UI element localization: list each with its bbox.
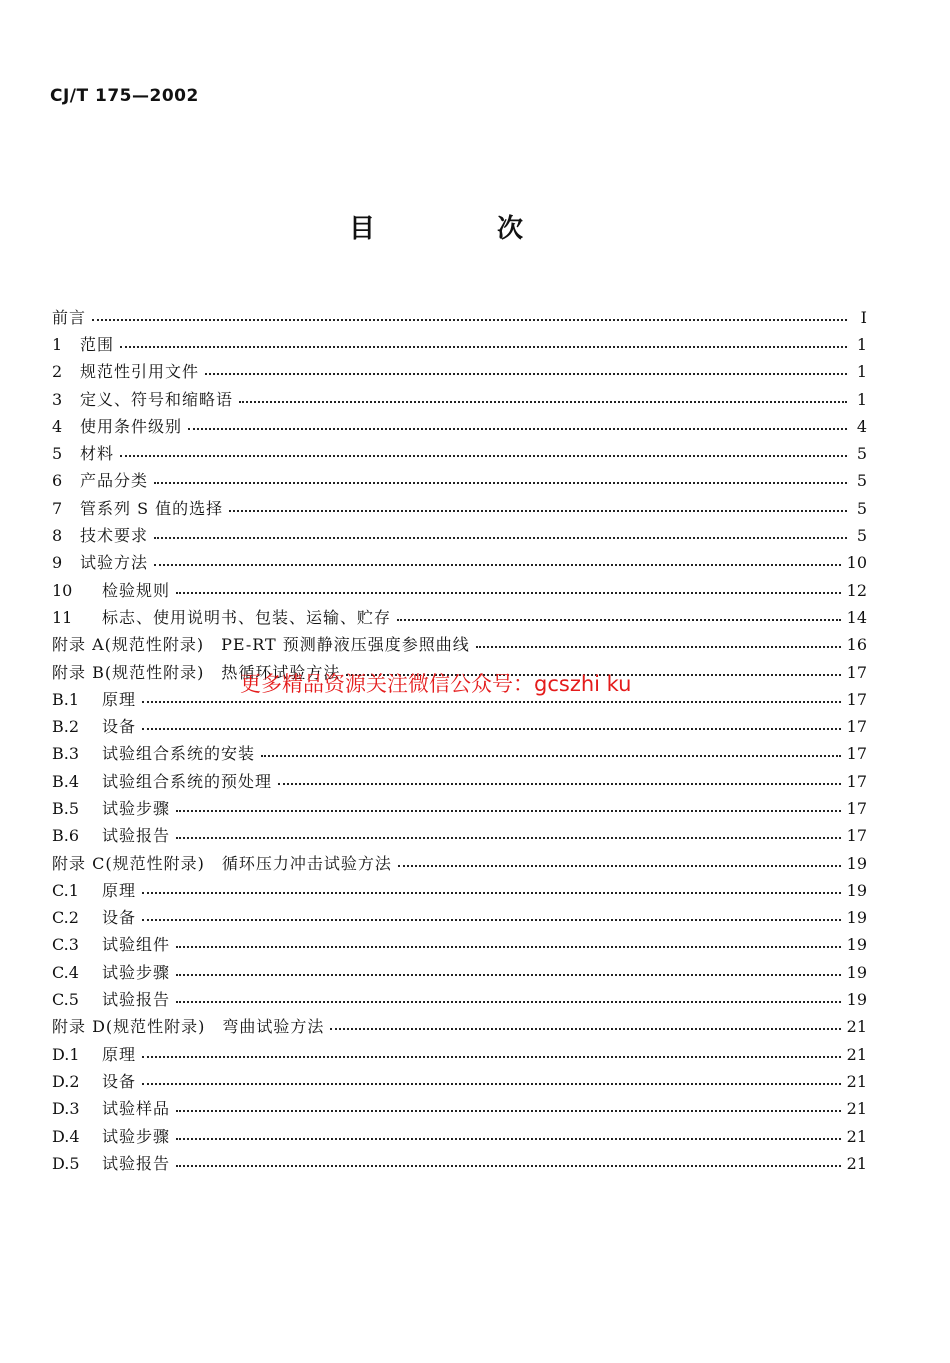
toc-entry[interactable] [52,577,867,604]
dot-leader [205,373,847,375]
toc-entry-label: 试验组合系统的预处理 [102,771,273,791]
toc-entry-number: B.6 [52,826,80,846]
watermark-text: 更多精品资源关注微信公众号：gcszhi ku [240,672,632,696]
toc-entry[interactable] [52,359,867,386]
toc-entry[interactable] [52,604,867,631]
toc-entry-page: 12 [846,580,867,600]
toc-entry-number: B.3 [52,744,80,764]
dot-leader [120,346,847,348]
toc-entry-label: 前言 [52,307,87,327]
toc-entry[interactable] [52,741,867,768]
toc-entry-page: 19 [846,935,867,955]
toc-entry-label: 管系列 S 值的选择 [80,498,224,518]
dot-leader [176,837,841,839]
toc-entry[interactable] [52,713,867,740]
toc-entry[interactable] [52,1068,867,1095]
toc-entry-label: 使用条件级别 [80,416,183,436]
dot-leader [176,1110,841,1112]
toc-entry-label: 规范性引用文件 [80,362,200,382]
toc-entry[interactable] [52,1096,867,1123]
dot-leader [176,1001,841,1003]
toc-entry-number: C.3 [52,935,79,955]
dot-leader [142,892,841,894]
toc-entry[interactable] [52,331,867,358]
dot-leader [176,592,841,594]
dot-leader [261,755,841,757]
toc-entry-page: 16 [846,635,867,655]
toc-entry-number: 9 [52,553,63,573]
toc-entry[interactable] [52,304,867,331]
toc-entry-number: 8 [52,526,63,546]
toc-entry-page: I [860,307,867,327]
toc-entry-label: 设备 [102,908,137,928]
dot-leader [142,701,841,703]
toc-entry-number: 10 [52,580,73,600]
dot-leader [92,319,847,321]
dot-leader [278,783,841,785]
dot-leader [176,974,841,976]
toc-entry-label: 原理 [102,689,137,709]
toc-entry-label: 设备 [102,717,137,737]
toc-entry-page: 17 [846,826,867,846]
dot-leader [120,455,847,457]
toc-entry-label: 范围 [80,334,115,354]
dot-leader [142,1083,841,1085]
page-title: 目 次 [348,214,571,244]
toc-entry-number: D.2 [52,1071,80,1091]
toc-entry-label: 试验报告 [102,1153,171,1173]
toc-entry-label: 检验规则 [102,580,171,600]
dot-leader [188,428,847,430]
toc-entry-page: 5 [856,498,867,518]
toc-entry-label: 附录 B(规范性附录) 热循环试验方法 [52,662,341,682]
toc-entry[interactable] [52,440,867,467]
toc-entry[interactable] [52,1014,867,1041]
toc-entry-label: 设备 [102,1071,137,1091]
toc-entry-label: 试验样品 [102,1099,171,1119]
toc-entry[interactable] [52,386,867,413]
toc-entry-number: C.2 [52,908,79,928]
toc-entry-page: 17 [846,717,867,737]
toc-entry-number: B.2 [52,717,80,737]
toc-entry[interactable] [52,413,867,440]
toc-entry-label: 原理 [102,1044,137,1064]
toc-entry-page: 19 [846,853,867,873]
toc-entry[interactable] [52,495,867,522]
toc-entry[interactable] [52,632,867,659]
toc-entry-page: 5 [856,471,867,491]
dot-leader [176,1165,841,1167]
toc-entry-page: 17 [846,771,867,791]
toc-entry[interactable] [52,522,867,549]
toc-entry[interactable] [52,905,867,932]
toc-entry-page: 1 [856,362,867,382]
toc-entry[interactable] [52,986,867,1013]
toc-entry-number: 2 [52,362,63,382]
toc-entry-page: 10 [846,553,867,573]
toc-entry-label: 试验报告 [102,826,171,846]
toc-entry-label: 定义、符号和缩略语 [80,389,234,409]
toc-entry-page: 14 [846,607,867,627]
toc-entry[interactable] [52,768,867,795]
toc-entry-label: 试验步骤 [102,962,171,982]
toc-entry-label: 附录 A(规范性附录) PE-RT 预测静液压强度参照曲线 [52,635,470,655]
toc-entry-label: 试验报告 [102,990,171,1010]
toc-entry-number: C.5 [52,990,79,1010]
dot-leader [154,537,847,539]
toc-entry[interactable] [52,959,867,986]
toc-entry-page: 19 [846,880,867,900]
toc-entry-page: 21 [846,1126,867,1146]
dot-leader [476,646,841,648]
toc-entry-number: D.3 [52,1099,80,1119]
toc-entry-page: 17 [846,798,867,818]
dot-leader [229,510,847,512]
toc-entry-number: B.4 [52,771,80,791]
toc-entry[interactable] [52,1150,867,1177]
toc-entry-page: 19 [846,990,867,1010]
dot-leader [154,482,847,484]
toc-entry-label: 材料 [80,444,115,464]
dot-leader [142,919,841,921]
toc-entry-page: 4 [856,416,867,436]
toc-entry-number: 1 [52,334,63,354]
toc-entry-page: 21 [846,1017,867,1037]
toc-entry-number: C.4 [52,962,79,982]
toc-entry-label: 原理 [102,880,137,900]
standard-code: CJ/T 175—2002 [50,86,199,106]
toc-entry-label: 试验方法 [80,553,149,573]
toc-entry-number: 11 [52,607,73,627]
toc-entry-number: D.4 [52,1126,80,1146]
dot-leader [397,619,841,621]
toc-entry-page: 21 [846,1071,867,1091]
toc-entry-label: 产品分类 [80,471,149,491]
toc-entry-label: 试验组合系统的安装 [102,744,256,764]
toc-entry-page: 21 [846,1099,867,1119]
toc-entry[interactable] [52,877,867,904]
toc-entry-page: 19 [846,962,867,982]
toc-entry-label: 试验步骤 [102,798,171,818]
toc-entry[interactable] [52,468,867,495]
toc-entry-page: 5 [856,444,867,464]
toc-entry-label: 试验步骤 [102,1126,171,1146]
toc-entry-page: 21 [846,1153,867,1173]
toc-entry-page: 1 [856,389,867,409]
toc-entry[interactable] [52,823,867,850]
toc-entry[interactable] [52,1041,867,1068]
toc-entry[interactable] [52,850,867,877]
dot-leader [154,564,841,566]
toc-entry[interactable] [52,795,867,822]
toc-entry-number: B.1 [52,689,80,709]
toc-entry-page: 19 [846,908,867,928]
toc-entry-number: D.1 [52,1044,80,1064]
table-of-contents [52,304,867,1178]
toc-entry-page: 17 [846,689,867,709]
toc-entry-page: 17 [846,662,867,682]
toc-entry-number: C.1 [52,880,79,900]
toc-entry-label: 试验组件 [102,935,171,955]
dot-leader [239,401,847,403]
toc-entry-number: 4 [52,416,63,436]
dot-leader [176,946,841,948]
toc-entry-number: 7 [52,498,63,518]
toc-entry-label: 附录 D(规范性附录) 弯曲试验方法 [52,1017,325,1037]
toc-entry[interactable] [52,932,867,959]
toc-entry-number: 6 [52,471,63,491]
dot-leader [142,728,841,730]
toc-entry-page: 21 [846,1044,867,1064]
toc-entry[interactable] [52,550,867,577]
toc-entry-number: B.5 [52,798,80,818]
toc-entry[interactable] [52,1123,867,1150]
toc-entry-number: 5 [52,444,63,464]
dot-leader [398,865,841,867]
dot-leader [176,810,841,812]
toc-entry-label: 标志、使用说明书、包装、运输、贮存 [102,607,392,627]
toc-entry-label: 技术要求 [80,526,149,546]
toc-entry-label: 附录 C(规范性附录) 循环压力冲击试验方法 [52,853,392,873]
toc-entry-number: 3 [52,389,63,409]
dot-leader [176,1138,841,1140]
dot-leader [142,1056,841,1058]
toc-entry-page: 5 [856,526,867,546]
toc-entry-number: D.5 [52,1153,80,1173]
toc-entry-page: 1 [856,334,867,354]
dot-leader [330,1028,840,1030]
toc-entry-page: 17 [846,744,867,764]
